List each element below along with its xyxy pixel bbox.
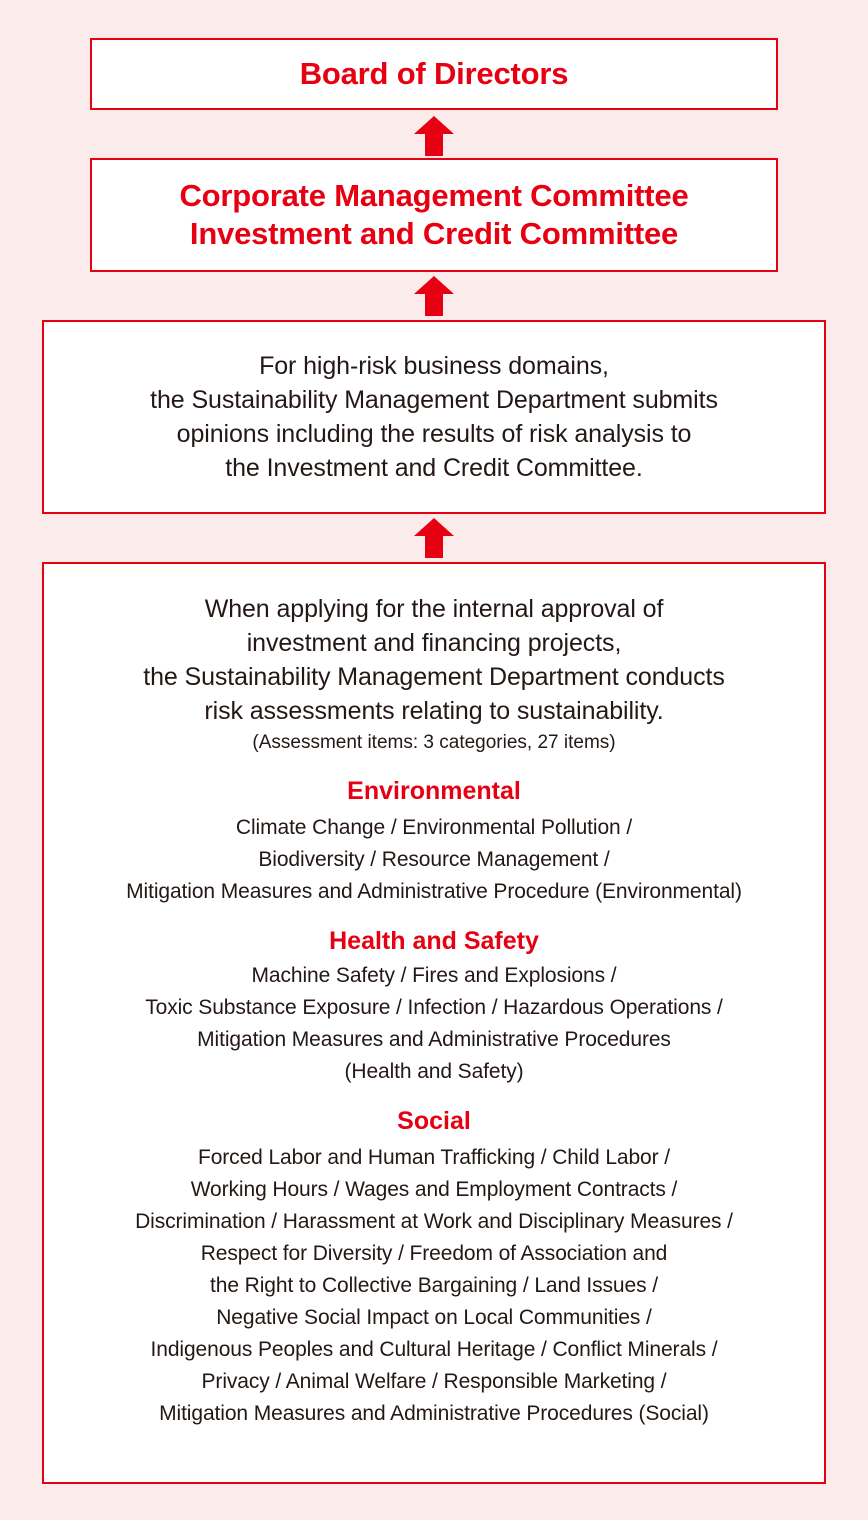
committees-box — [90, 158, 778, 272]
category-health-and-safety — [44, 926, 824, 1088]
category-item-line: Machine Safety / Fires and Explosions / — [251, 964, 617, 987]
assessment-text: risk assessments relating to sustainability. — [204, 697, 664, 725]
category-item-line: Discrimination / Harassment at Work and Disciplinary Measures / — [135, 1210, 733, 1233]
category-item-line: Mitigation Measures and Administrative Procedures — [197, 1028, 671, 1051]
assessment-box — [42, 562, 826, 1484]
category-heading: Environmental — [347, 777, 521, 805]
assessment-text: investment and financing projects, — [246, 629, 622, 657]
committee-title-1: Corporate Management Committee — [179, 178, 689, 213]
submission-box — [42, 320, 826, 514]
category-item-line: Biodiversity / Resource Management / — [258, 848, 610, 871]
category-item-line: Indigenous Peoples and Cultural Heritage / Conflict Minerals / — [150, 1338, 718, 1361]
category-heading: Social — [397, 1107, 471, 1135]
category-item-line: Privacy / Animal Welfare / Responsible Marketing / — [201, 1370, 667, 1393]
submission-text: the Investment and Credit Committee. — [225, 454, 643, 482]
category-item-line: Negative Social Impact on Local Communities / — [216, 1306, 652, 1329]
arrow-up-icon — [414, 116, 454, 156]
category-heading: Health and Safety — [329, 927, 539, 955]
arrow-up-icon — [414, 518, 454, 558]
category-item-line: Mitigation Measures and Administrative Procedure (Environmental) — [126, 880, 742, 903]
submission-text: For high-risk business domains, — [259, 352, 609, 380]
assessment-note: (Assessment items: 3 categories, 27 items) — [252, 732, 616, 753]
category-item-line: Mitigation Measures and Administrative Procedures (Social) — [159, 1402, 709, 1425]
category-item-line: Toxic Substance Exposure / Infection / Hazardous Operations / — [145, 996, 723, 1019]
category-item-line: the Right to Collective Bargaining / Land Issues / — [210, 1274, 658, 1297]
arrow-up-icon — [414, 276, 454, 316]
category-item-line: Working Hours / Wages and Employment Contracts / — [190, 1178, 678, 1201]
assessment-intro — [44, 592, 824, 756]
category-item-line: Climate Change / Environmental Pollution / — [235, 816, 633, 839]
category-item-line: (Health and Safety) — [344, 1060, 524, 1083]
category-item-line: Respect for Diversity / Freedom of Association and — [200, 1242, 668, 1265]
submission-text: opinions including the results of risk analysis to — [176, 420, 692, 448]
category-social — [44, 1106, 824, 1430]
category-item-line: Forced Labor and Human Trafficking / Child Labor / — [197, 1146, 671, 1169]
category-environmental — [44, 776, 824, 908]
assessment-text: When applying for the internal approval of — [204, 595, 664, 623]
submission-text: the Sustainability Management Department submits — [150, 386, 718, 414]
assessment-text: the Sustainability Management Department conducts — [143, 663, 725, 691]
board-title: Board of Directors — [299, 56, 569, 91]
committee-title-2: Investment and Credit Committee — [189, 216, 679, 251]
board-of-directors-box — [90, 38, 778, 110]
